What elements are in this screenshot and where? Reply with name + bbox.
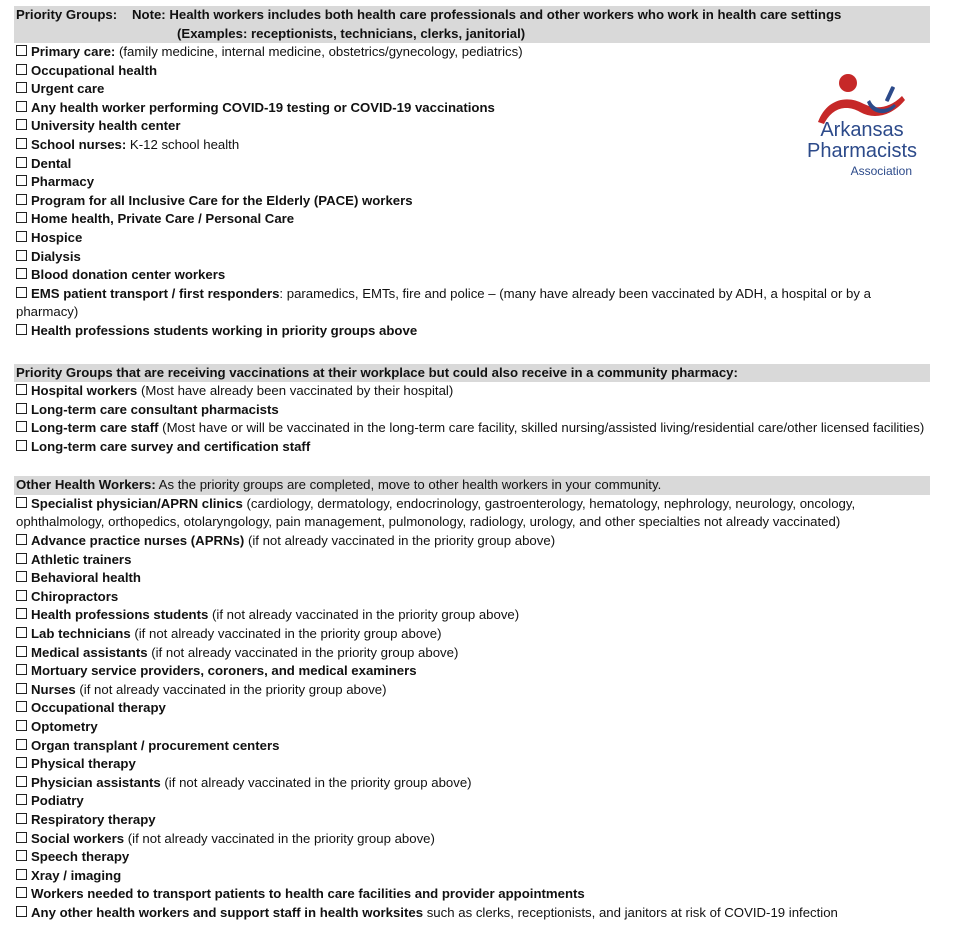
section3-title-bold: Other Health Workers: <box>16 477 156 493</box>
checkbox-icon <box>16 421 27 432</box>
checkbox-icon <box>16 82 27 93</box>
item-detail: : paramedics, EMTs, fire and police – (many have already been vaccinated by ADH, a hospital or by a pharmacy) <box>16 285 871 320</box>
checklist-item <box>14 885 930 904</box>
item-title: Long-term care survey and certification staff <box>31 438 311 454</box>
arkansas-pharmacists-association-logo <box>804 70 920 182</box>
checkbox-icon <box>16 832 27 843</box>
item-detail: (if not already vaccinated in the priority group above) <box>208 607 520 623</box>
checklist-item <box>14 285 930 322</box>
item-title: Any health worker performing COVID-19 testing or COVID-19 vaccinations <box>31 99 495 115</box>
item-title: Specialist physician/APRN clinics <box>31 495 243 511</box>
item-title: Medical assistants <box>31 644 148 660</box>
checkbox-icon <box>16 757 27 768</box>
item-title: Primary care: <box>31 44 116 59</box>
item-title: Health professions students <box>31 607 209 623</box>
checkbox-icon <box>16 138 27 149</box>
checklist-item <box>14 588 930 607</box>
item-detail: (if not already vaccinated in the priority group above) <box>124 830 435 846</box>
checkbox-icon <box>16 440 27 451</box>
checkbox-icon <box>16 175 27 186</box>
item-title: School nurses: <box>31 136 127 152</box>
document-page <box>14 6 930 923</box>
item-title: Advance practice nurses (APRNs) <box>31 533 245 549</box>
item-title: Mortuary service providers, coroners, and medical examiners <box>31 663 417 679</box>
checkbox-icon <box>16 720 27 731</box>
item-detail: (if not already vaccinated in the priority group above) <box>160 774 472 790</box>
checklist-item <box>14 830 930 849</box>
logo-text-pharmacists: Pharmacists <box>806 140 918 162</box>
checkbox-icon <box>16 683 27 694</box>
item-detail: (if not already vaccinated in the priority group above) <box>130 626 442 642</box>
checklist-item <box>14 99 930 118</box>
checklist-item <box>14 210 930 229</box>
checklist-item <box>14 401 930 420</box>
checkbox-icon <box>16 701 27 712</box>
item-title: Long-term care consultant pharmacists <box>31 401 279 417</box>
checkbox-icon <box>16 850 27 861</box>
checklist-item <box>14 229 930 248</box>
checkbox-icon <box>16 534 27 545</box>
checklist-item <box>14 848 930 867</box>
item-detail: (Most have or will be vaccinated in the long-term care facility, skilled nursing/assisted living/residential care/other licensed facilities) <box>158 420 925 436</box>
item-title: Urgent care <box>31 81 105 97</box>
checklist-item <box>14 755 930 774</box>
checkbox-icon <box>16 497 27 508</box>
item-title: Home health, Private Care / Personal Care <box>31 211 295 227</box>
checkbox-icon <box>16 101 27 112</box>
checkbox-icon <box>16 268 27 279</box>
item-detail: such as clerks, receptionists, and janitors at risk of COVID-19 infection <box>423 904 838 920</box>
checklist-item <box>14 774 930 793</box>
checklist-item <box>14 62 930 81</box>
checklist-item <box>14 532 930 551</box>
item-title: Blood donation center workers <box>31 267 226 283</box>
checkbox-icon <box>16 794 27 805</box>
checkbox-icon <box>16 553 27 564</box>
checklist-item <box>14 136 930 155</box>
checklist-item <box>14 80 930 99</box>
checklist-item <box>14 718 930 737</box>
checklist-item <box>14 662 930 681</box>
checklist-item <box>14 811 930 830</box>
checklist-item <box>14 173 930 192</box>
checklist-item <box>14 644 930 663</box>
checkbox-icon <box>16 194 27 205</box>
item-title: Chiropractors <box>31 588 119 604</box>
section3-header <box>14 476 930 495</box>
checklist-item <box>14 737 930 756</box>
checkbox-icon <box>16 627 27 638</box>
item-title: Physician assistants <box>31 774 161 790</box>
item-title: Health professions students working in priority groups above <box>31 322 418 338</box>
section1-header <box>14 6 930 43</box>
item-title: Optometry <box>31 719 98 734</box>
item-title: Occupational therapy <box>31 700 166 716</box>
section1-list <box>14 43 930 341</box>
checklist-item <box>14 625 930 644</box>
section2-list <box>14 382 930 456</box>
checklist-item <box>14 43 930 62</box>
section2-header <box>14 364 930 383</box>
section2-title: Priority Groups that are receiving vaccinations at their workplace but could also receive in a community pharmacy: <box>16 364 738 380</box>
item-title: Speech therapy <box>31 849 130 865</box>
item-title: Organ transplant / procurement centers <box>31 737 280 753</box>
checkbox-icon <box>16 906 27 917</box>
item-title: Program for all Inclusive Care for the Elderly (PACE) workers <box>31 192 413 208</box>
checklist-item <box>14 266 930 285</box>
checkbox-icon <box>16 212 27 223</box>
checkbox-icon <box>16 813 27 824</box>
checklist-item <box>14 117 930 136</box>
checkbox-icon <box>16 64 27 75</box>
checkbox-icon <box>16 324 27 335</box>
item-title: Dialysis <box>31 248 81 264</box>
checklist-item <box>14 192 930 211</box>
item-title: Behavioral health <box>31 570 141 586</box>
item-title: Lab technicians <box>31 626 131 642</box>
checklist-item <box>14 322 930 341</box>
checklist-item <box>14 155 930 174</box>
item-title: Xray / imaging <box>31 867 122 883</box>
checkbox-icon <box>16 157 27 168</box>
item-title: Workers needed to transport patients to health care facilities and provider appointments <box>31 886 585 902</box>
checkbox-icon <box>16 590 27 601</box>
checkbox-icon <box>16 608 27 619</box>
logo-text-arkansas: Arkansas <box>820 119 904 141</box>
item-detail: K-12 school health <box>126 136 240 152</box>
checkbox-icon <box>16 664 27 675</box>
checklist-item <box>14 495 930 532</box>
checklist-item <box>14 904 930 923</box>
checklist-item <box>14 551 930 570</box>
item-title: Occupational health <box>31 62 158 78</box>
checkbox-icon <box>16 887 27 898</box>
item-title: Hospice <box>31 229 83 245</box>
checkbox-icon <box>16 739 27 750</box>
checkbox-icon <box>16 231 27 242</box>
item-title: University health center <box>31 118 181 134</box>
item-title: Dental <box>31 155 72 171</box>
item-title: Hospital workers <box>31 383 138 398</box>
item-title: Nurses <box>31 681 76 697</box>
item-detail: (if not already vaccinated in the priority group above) <box>244 533 556 549</box>
section1-note-line1: Note: Health workers includes both health care professionals and other workers who work in health care settings <box>132 7 842 22</box>
item-detail: (cardiology, dermatology, endocrinology, gastroenterology, hematology, nephrology, neurology, oncology, ophthalmology, orthopedics, otolaryngology, pain management, pulmonology, radiology, urology, and other specialties not already vaccinated) <box>16 495 856 530</box>
checklist-item <box>14 681 930 700</box>
checkbox-icon <box>16 119 27 130</box>
logo-text-association: Association <box>850 164 912 178</box>
checkbox-icon <box>16 646 27 657</box>
checkbox-icon <box>16 45 27 56</box>
checklist-item <box>14 248 930 267</box>
item-detail: (if not already vaccinated in the priority group above) <box>147 644 459 660</box>
item-title: Physical therapy <box>31 756 136 772</box>
checkbox-icon <box>16 776 27 787</box>
checkbox-icon <box>16 869 27 880</box>
item-title: Long-term care staff <box>31 420 159 436</box>
checklist-item <box>14 792 930 811</box>
section1-note-line2: (Examples: receptionists, technicians, clerks, janitorial) <box>177 25 526 41</box>
checklist-item <box>14 382 930 401</box>
section3-list <box>14 495 930 923</box>
checklist-item <box>14 569 930 588</box>
checkbox-icon <box>16 250 27 261</box>
item-title: Respiratory therapy <box>31 811 156 827</box>
checkbox-icon <box>16 384 27 395</box>
section1-label: Priority Groups: <box>16 7 118 22</box>
item-title: EMS patient transport / first responders <box>31 285 280 301</box>
checkbox-icon <box>16 571 27 582</box>
item-title: Pharmacy <box>31 174 95 190</box>
checklist-item <box>14 419 930 438</box>
item-title: Podiatry <box>31 793 84 809</box>
section3-title-rest: As the priority groups are completed, move to other health workers in your community. <box>155 477 662 493</box>
item-detail: (Most have already been vaccinated by their hospital) <box>137 383 454 398</box>
item-title: Athletic trainers <box>31 551 132 567</box>
checklist-item <box>14 699 930 718</box>
item-detail: (if not already vaccinated in the priority group above) <box>75 681 387 697</box>
item-title: Any other health workers and support staff in health worksites <box>31 904 424 920</box>
checklist-item <box>14 438 930 457</box>
item-title: Social workers <box>31 830 125 846</box>
checklist-item <box>14 867 930 886</box>
pharmacist-figure-icon <box>804 70 920 126</box>
checkbox-icon <box>16 287 27 298</box>
item-detail: (family medicine, internal medicine, obstetrics/gynecology, pediatrics) <box>115 44 523 59</box>
checklist-item <box>14 606 930 625</box>
checkbox-icon <box>16 403 27 414</box>
